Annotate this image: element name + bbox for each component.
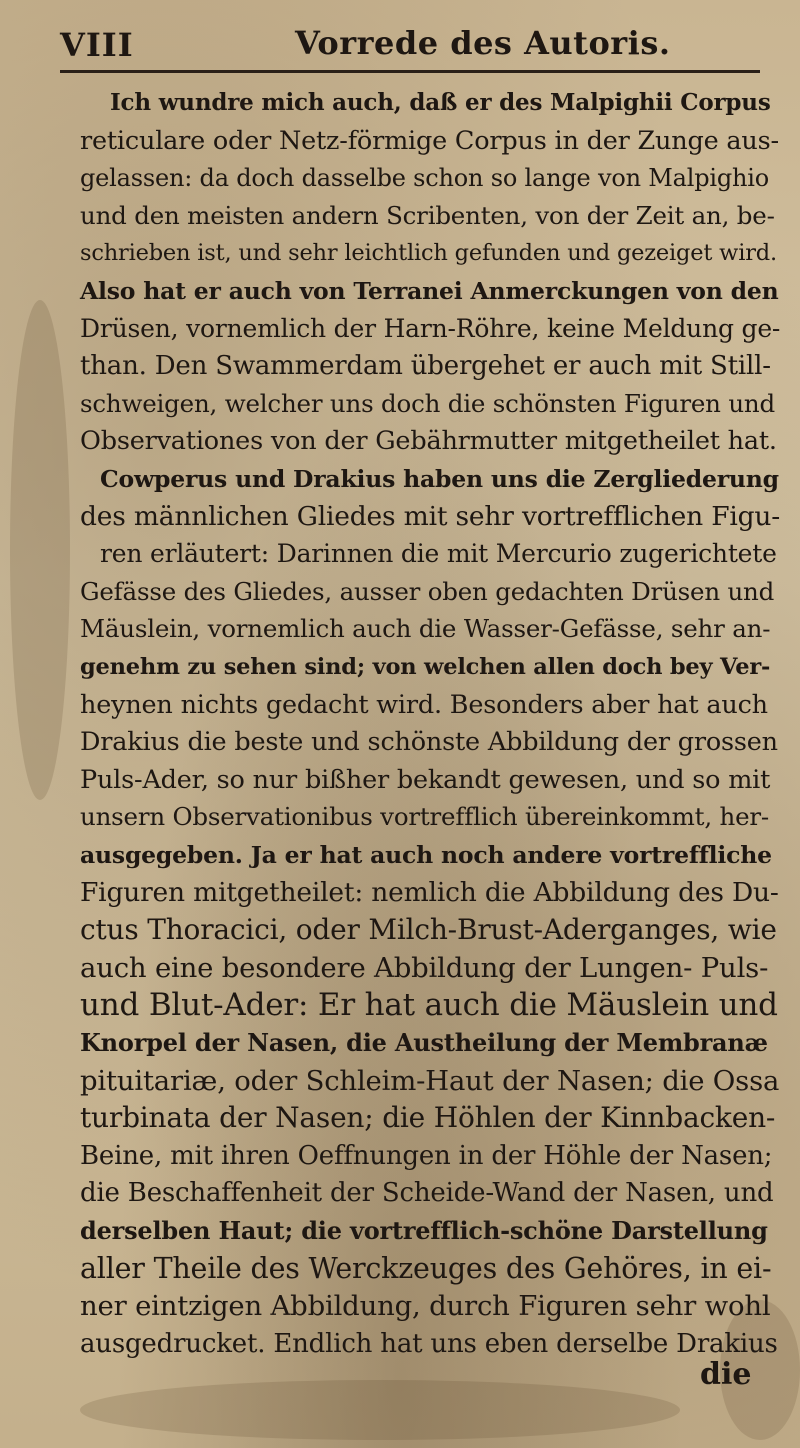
text-line: Knorpel der Nasen, die Austheilung der Membranæ xyxy=(80,1028,768,1057)
text-line: Cowperus und Drakius haben uns die Zergliederung xyxy=(100,465,779,493)
text-line: Figuren mitgetheilet: nemlich die Abbildung des Du- xyxy=(80,876,779,908)
text-line: ausgegeben. Ja er hat auch noch andere vortreffliche xyxy=(80,841,772,869)
text-line: unsern Observationibus vortrefflich übereinkommt, her- xyxy=(80,802,769,832)
text-line: Drakius die beste und schönste Abbildung der grossen xyxy=(80,727,778,758)
text-line: aller Theile des Werckzeuges des Gehöres, in ei- xyxy=(80,1251,772,1285)
text-line: Observationes von der Gebährmutter mitgetheilet hat. xyxy=(80,426,777,457)
text-line: Also hat er auch von Terranei Anmerckungen von den xyxy=(80,277,779,305)
text-line: und den meisten andern Scribenten, von der Zeit an, be- xyxy=(80,200,775,230)
text-line: gelassen: da doch dasselbe schon so lange von Malpighio xyxy=(80,164,769,193)
text-line: schrieben ist, und sehr leichtlich gefunden und gezeiget wird. xyxy=(80,240,777,267)
running-title: Vorrede des Autoris. xyxy=(295,24,671,62)
text-line: heynen nichts gedacht wird. Besonders aber hat auch xyxy=(80,689,768,720)
text-line: pituitariæ, oder Schleim-Haut der Nasen; die Ossa xyxy=(80,1064,780,1097)
text-line: Puls-Ader, so nur bißher bekandt gewesen, und so mit xyxy=(80,764,771,795)
text-line: reticulare oder Netz-förmige Corpus in der Zunge aus- xyxy=(80,125,779,156)
text-line: schweigen, welcher uns doch die schönsten Figuren und xyxy=(80,388,775,418)
text-line: und Blut-Ader: Er hat auch die Mäuslein und xyxy=(80,987,778,1024)
page-stain xyxy=(80,1380,680,1440)
text-line: turbinata der Nasen; die Höhlen der Kinnbacken- xyxy=(80,1101,776,1135)
catchword: die xyxy=(700,1357,752,1392)
text-line: genehm zu sehen sind; von welchen allen doch bey Ver- xyxy=(80,654,771,680)
text-line: Drüsen, vornemlich der Harn-Röhre, keine Meldung ge- xyxy=(80,313,781,343)
text-line: des männlichen Gliedes mit sehr vortrefflichen Figu- xyxy=(80,500,781,532)
page-number: VIII xyxy=(60,26,134,64)
text-line: ctus Thoracici, oder Milch-Brust-Aderganges, wie xyxy=(80,913,777,947)
text-line: auch eine besondere Abbildung der Lungen- Puls- xyxy=(80,951,769,984)
text-line: Gefässe des Gliedes, ausser oben gedachten Drüsen und xyxy=(80,576,775,606)
text-line: Ich wundre mich auch, daß er des Malpighii Corpus xyxy=(110,89,771,116)
text-line: ausgedrucket. Endlich hat uns eben derselbe Drakius xyxy=(80,1328,778,1359)
text-line: ren erläutert: Darinnen die mit Mercurio zugerichtete xyxy=(100,539,777,569)
text-line: ner eintzigen Abbildung, durch Figuren sehr wohl xyxy=(80,1290,771,1323)
page-header xyxy=(60,20,780,68)
text-line: than. Den Swammerdam übergehet er auch mit Still- xyxy=(80,351,771,382)
header-rule xyxy=(60,70,760,73)
text-line: derselben Haut; die vortrefflich-schöne Darstellung xyxy=(80,1216,768,1245)
text-line: Mäuslein, vornemlich auch die Wasser-Gefässe, sehr an- xyxy=(80,614,771,644)
page-stain xyxy=(10,300,70,800)
text-line: die Beschaffenheit der Scheide-Wand der Nasen, und xyxy=(80,1178,774,1209)
text-line: Beine, mit ihren Oeffnungen in der Höhle der Nasen; xyxy=(80,1140,773,1171)
